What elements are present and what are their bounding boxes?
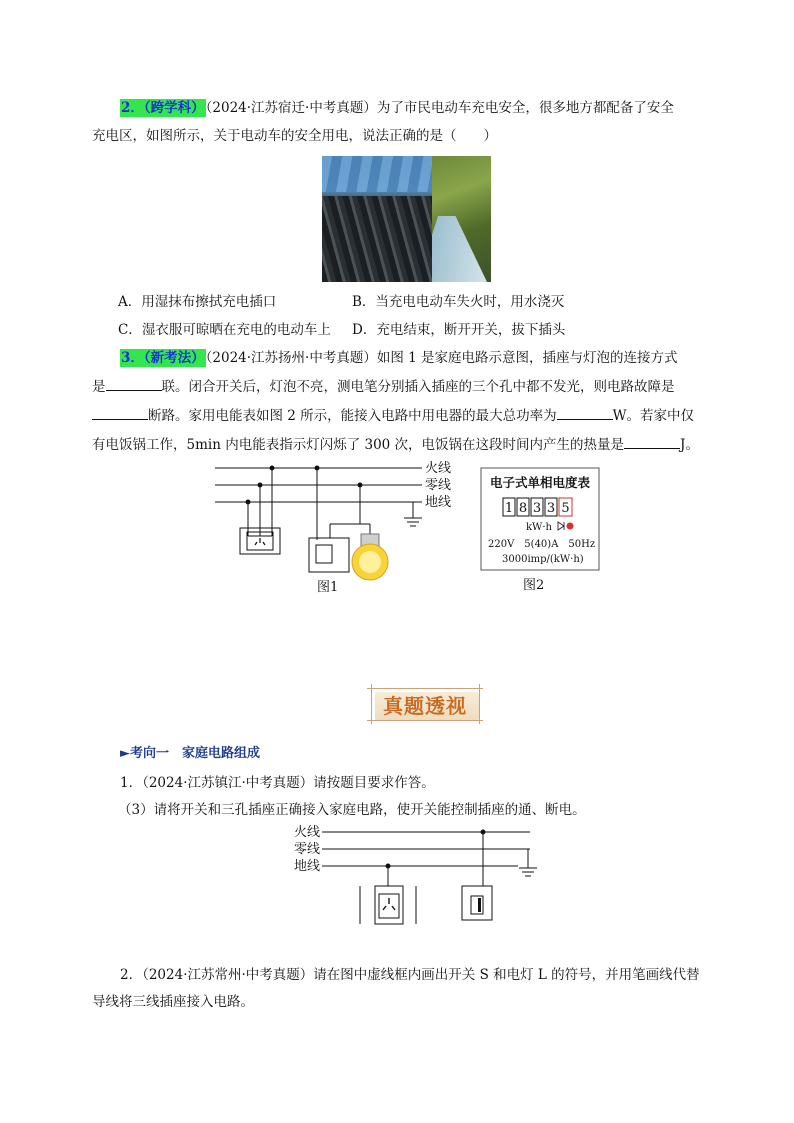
q2-options-row1 <box>118 291 758 313</box>
answer-blank-3[interactable] <box>557 405 613 420</box>
figure1-circuit <box>210 458 470 598</box>
meter-imp: 3000imp/(kW·h) <box>502 554 584 565</box>
q2-line1 <box>92 97 732 119</box>
p2-line1: 2．（2024·江苏常州·中考真题）请在图中虚线框内画出开关 S 和电灯 L 的符号，并用笔画线代替 <box>120 967 700 983</box>
switch-outline <box>309 538 349 572</box>
answer-blank-1[interactable] <box>106 376 162 391</box>
p2-line2: 导线将三线插座接入电路。 <box>92 994 254 1010</box>
answer-blank-2[interactable] <box>92 405 148 420</box>
answer-blank-4[interactable] <box>624 434 680 449</box>
section-heading: ►考向一 家庭电路组成 <box>120 746 260 761</box>
switch <box>316 545 332 563</box>
p1-circuit <box>290 824 550 934</box>
light-bulb-icon <box>352 534 388 580</box>
fig1-live-label: 火线 <box>425 461 452 476</box>
q2-number-tag: 2．（跨学科） <box>121 100 205 116</box>
meter-title: 电子式单相电度表 <box>489 475 591 490</box>
q3-line1 <box>92 347 732 369</box>
p1-socket-icon <box>383 898 395 910</box>
charging-area-photo <box>322 156 491 282</box>
meter-digit-2: 8 <box>518 501 528 516</box>
p1-line2: （3）请将开关和三孔插座正确接入家庭电路，使开关能控制插座的通、断电。 <box>118 802 586 818</box>
badge-title: 真题透视 <box>383 694 467 718</box>
fig1-neutral-label: 零线 <box>425 478 452 493</box>
q3-line4: 有电饭锅工作，5min 内电能表指示灯闪烁了 300 次，电饭锅在这段时间内产生的热量是 J。 <box>92 434 732 456</box>
meter-digit-3: 3 <box>532 501 542 516</box>
meter-unit: kW·h <box>526 522 552 533</box>
meter-digit-4: 3 <box>546 501 556 516</box>
fig1-ground-label: 地线 <box>425 495 452 510</box>
fig1-caption: 图1 <box>317 580 339 595</box>
p1-switch-icon <box>478 898 481 912</box>
p1-line1: 1．（2024·江苏镇江·中考真题）请按题目要求作答。 <box>120 775 435 791</box>
p1-switch <box>471 896 483 914</box>
q3-stem-1: （2024·江苏扬州·中考真题）如图 1 是家庭电路示意图，插座与灯泡的连接方式 <box>205 350 678 366</box>
q2-stem-1: （2024·江苏宿迁·中考真题）为了市民电动车充电安全，很多地方都配备了安全 <box>205 100 674 116</box>
p1-socket <box>379 894 399 918</box>
p1-neutral-label: 零线 <box>294 842 321 857</box>
q2-option-c[interactable]: C．湿衣服可晾晒在充电的电动车上 <box>118 322 331 338</box>
p1-ground-label: 地线 <box>294 859 321 874</box>
meter-digit-1: 1 <box>504 501 514 516</box>
q2-option-b[interactable]: B．当充电电动车失火时，用水浇灭 <box>352 294 565 310</box>
q2-option-d[interactable]: D．充电结束，断开开关，拔下插头 <box>352 322 566 338</box>
q3-line2: 是 联。闭合开关后，灯泡不亮，测电笔分别插入插座的三个孔中都不发光，则电路故障是 <box>92 376 732 398</box>
figure2-meter <box>478 466 608 596</box>
meter-digit-5: 5 <box>561 501 570 516</box>
meter-rating: 220V 5(40)A 50Hz <box>488 539 596 550</box>
q2-options-row2 <box>118 319 758 341</box>
section-badge <box>367 684 483 724</box>
p1-switch-outline <box>462 886 492 920</box>
q2-option-a[interactable]: A．用湿抹布擦拭充电插口 <box>118 294 277 310</box>
q3-number-tag: 3．（新考法） <box>121 350 205 366</box>
socket-icon <box>255 538 265 545</box>
p1-live-label: 火线 <box>294 825 321 840</box>
q2-stem-2: 充电区，如图所示，关于电动车的安全用电，说法正确的是（ ） <box>92 128 497 144</box>
fig2-caption: 图2 <box>523 578 545 593</box>
photo-bikes <box>322 196 432 282</box>
q3-line3: 断路。家用电能表如图 2 所示，能接入电路中用电器的最大总功率为 W。若家中仅 <box>92 405 732 427</box>
